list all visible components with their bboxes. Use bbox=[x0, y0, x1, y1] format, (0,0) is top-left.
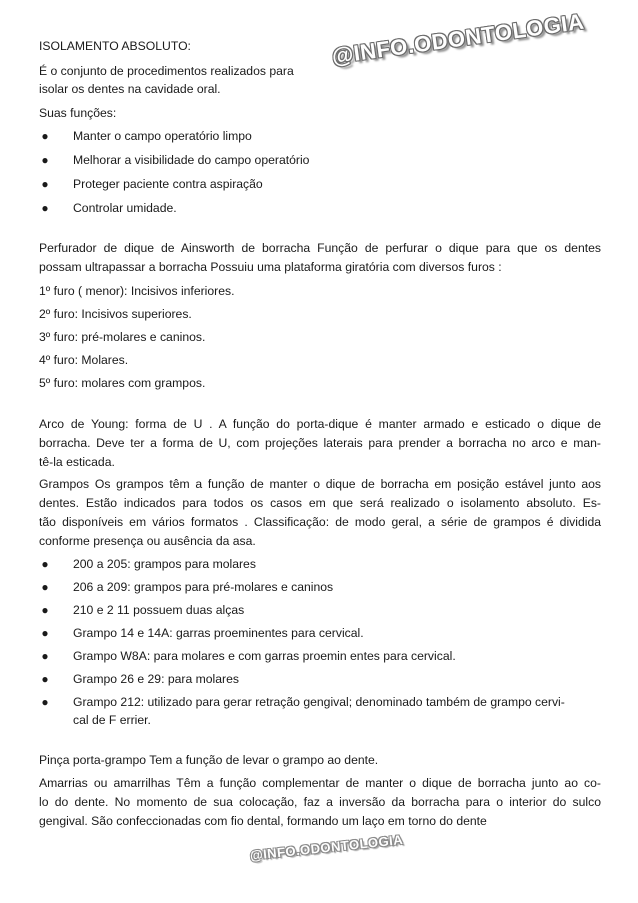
document-page: ISOLAMENTO ABSOLUTO: É o conjunto de procedimentos realizados para isolar os dentes na cavidade oral. Suas funções: ● Manter o campo operatório limpo ● Melhorar a visibilidade do campo operatório ● Proteger paciente contra aspiração ● Controlar umidade. Perfurador de dique de Ainsworth de borracha Função de perfurar o dique para que os dentes possam ultrapassar a borracha Possuiu uma plataforma giratória com diversos furos : 1º furo ( menor): Incisivos inferiores. 2º furo: Incisivos superiores. 3º furo: pré-molares e caninos. 4º furo: Molares. 5º furo: molares com grampos. Arco de Young: forma de U . A função do porta-dique é manter armado e esticado o dique de borracha. Deve ter a forma de U, com projeções laterais para prender a borracha no arco e man- tê-la esticada. Grampos Os grampos têm a função de manter o dique de borracha em posição estável junto aos dentes. Estão indicados para todos os casos em que será realizado o isolamento absoluto. Es- tão disponíveis em vários formatos . Classificação: de modo geral, a série de grampos é dividida conforme presença ou ausência da asa. ● 200 a 205: grampos para molares ● 206 a 209: grampos para pré-molares e caninos ● 210 e 2 11 possuem duas alças ● Grampo 14 e 14A: garras proeminentes para cervical. ● Grampo W8A: para molares e com garras proemin entes para cervical. ● Grampo 26 e 29: para molares ● Grampo 212: utilizado para gerar retração gengival; denominado também de grampo cervi- cal de F errier. Pinça porta-grampo Tem a função de levar o grampo ao dente. Amarrias ou amarrilhas Têm a função complementar de manter o dique de borracha junto ao co- lo do dente. No momento de sua colocação, faz a inversão da borracha para o interior do sulco gengival. São confeccionadas com fio dental, formando um laço em torno do dente @INFO.ODONTOLOGIA @INFO.ODONTOLOGIA bbox=[39, 8, 601, 863]
bullet-icon: ● bbox=[41, 649, 49, 663]
bullet-icon: ● bbox=[41, 603, 49, 617]
bullet-icon: ● bbox=[41, 129, 49, 143]
watermark-bottom: @INFO.ODONTOLOGIA bbox=[249, 831, 404, 863]
bullet-icon: ● bbox=[41, 557, 49, 571]
paragraph-line: Arco de Young: forma de U . A função do porta-dique é manter armado e esticado o dique de bbox=[39, 417, 601, 431]
definition-line-2: isolar os dentes na cavidade oral. bbox=[39, 82, 221, 96]
section-title: ISOLAMENTO ABSOLUTO: bbox=[39, 39, 191, 53]
bullet-icon: ● bbox=[41, 672, 49, 686]
paragraph-line: gengival. São confeccionadas com fio dental, formando um laço em torno do dente bbox=[39, 814, 487, 828]
paragraph-line: tê-la esticada. bbox=[39, 455, 115, 469]
list-item: 1º furo ( menor): Incisivos inferiores. bbox=[39, 284, 235, 298]
paragraph-line: tão disponíveis em vários formatos . Classificação: de modo geral, a série de grampos é dividida bbox=[39, 515, 601, 529]
list-item: 2º furo: Incisivos superiores. bbox=[39, 307, 192, 321]
bullet-icon: ● bbox=[41, 626, 49, 640]
watermark-top: @INFO.ODONTOLOGIA bbox=[330, 8, 586, 69]
list-item: 4º furo: Molares. bbox=[39, 353, 129, 367]
paragraph-line: conforme presença ou ausência da asa. bbox=[39, 534, 256, 548]
paragraph-line: borracha. Deve ter a forma de U, com projeções laterais para prender a borracha no arco e man- bbox=[39, 436, 601, 450]
bullet-icon: ● bbox=[41, 201, 49, 215]
paragraph-line: Grampos Os grampos têm a função de manter o dique de borracha em posição estável junto aos bbox=[39, 477, 601, 491]
list-item-continuation: cal de F errier. bbox=[73, 713, 151, 727]
bullet-icon: ● bbox=[41, 695, 49, 709]
paragraph-line: Pinça porta-grampo Tem a função de levar o grampo ao dente. bbox=[39, 753, 379, 767]
paragraph-line: Amarrias ou amarrilhas Têm a função complementar de manter o dique de borracha junto ao co- bbox=[39, 776, 601, 790]
paragraph-line: dentes. Estão indicados para todos os casos em que será realizado o isolamento absoluto. Es- bbox=[39, 496, 601, 510]
paragraph-line: lo do dente. No momento de sua colocação, faz a inversão da borracha para o interior do sulco bbox=[39, 795, 601, 809]
list-item: 5º furo: molares com grampos. bbox=[39, 376, 206, 390]
bullet-icon: ● bbox=[41, 580, 49, 594]
bullet-icon: ● bbox=[41, 153, 49, 167]
list-item: 3º furo: pré-molares e caninos. bbox=[39, 330, 206, 344]
bullet-icon: ● bbox=[41, 177, 49, 191]
definition-line-1: É o conjunto de procedimentos realizados para bbox=[39, 64, 294, 78]
functions-label: Suas funções: bbox=[39, 106, 117, 120]
paragraph-line: Perfurador de dique de Ainsworth de borracha Função de perfurar o dique para que os dentes bbox=[39, 241, 601, 255]
paragraph-line: possam ultrapassar a borracha Possuiu uma plataforma giratória com diversos furos : bbox=[39, 260, 502, 274]
